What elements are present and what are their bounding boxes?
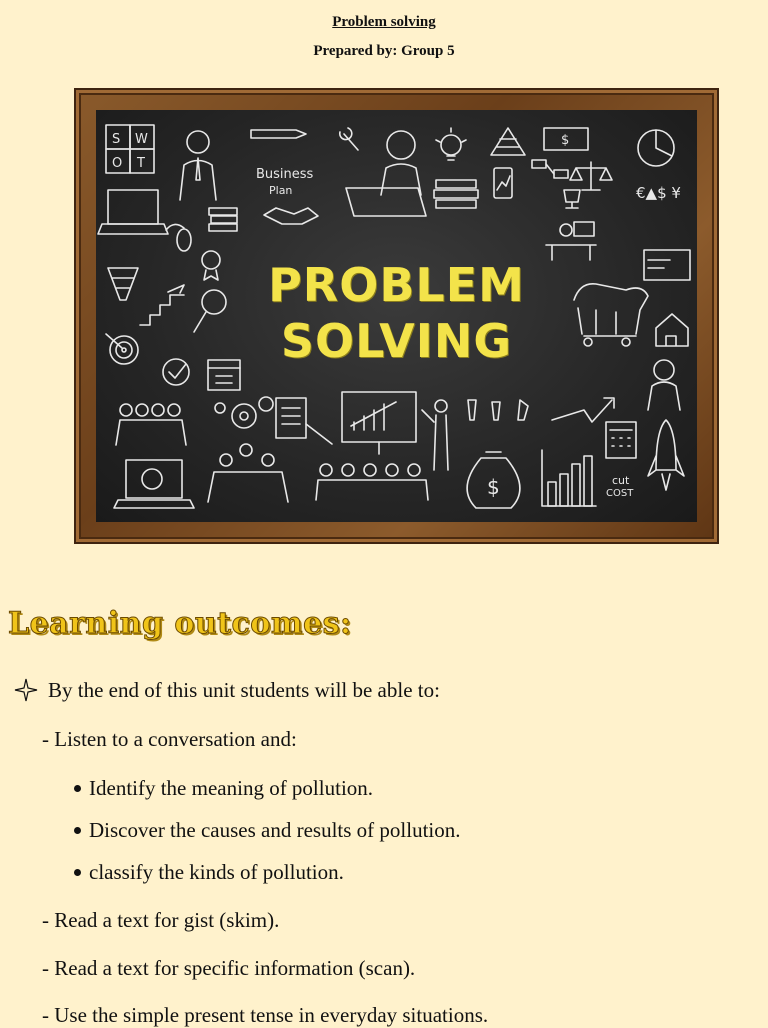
audience-icon	[316, 464, 428, 500]
business-plan-label: Business	[256, 167, 314, 182]
handshake-icon	[264, 208, 318, 224]
svg-text:COST: COST	[606, 488, 634, 499]
pyramid-icon	[491, 128, 525, 155]
money-bag-icon	[467, 452, 520, 508]
listen-line: - Listen to a conversation and:	[42, 727, 297, 751]
bullet-dot-icon	[74, 785, 81, 792]
read-specific-line: - Read a text for specific information (scan).	[42, 956, 416, 980]
pencil-icon	[251, 130, 306, 138]
presentation-board-icon	[342, 392, 416, 454]
desk-worker-icon	[546, 222, 596, 260]
learning-outcomes-heading: Learning outcomes:	[8, 606, 352, 641]
bullet-dot-icon	[74, 869, 81, 876]
lightbulb-icon	[436, 128, 466, 160]
meeting-icon	[208, 444, 288, 502]
intro-line: By the end of this unit students will be able to:	[48, 678, 440, 702]
svg-text:Plan: Plan	[269, 184, 293, 197]
cut-cost-label: cut	[612, 474, 630, 487]
list-item: Identify the meaning of pollution.	[74, 776, 373, 801]
pie-chart-icon	[638, 130, 674, 166]
svg-text:W: W	[135, 132, 148, 147]
growth-arrow-icon	[552, 398, 614, 422]
stacked-books-icon	[434, 180, 478, 208]
bullet-dot-icon	[74, 827, 81, 834]
board-title-line2: SOLVING	[280, 314, 513, 368]
svg-text:O: O	[112, 156, 123, 171]
presenter-icon	[422, 400, 448, 470]
trophy-icon	[564, 190, 580, 208]
swot-puzzle-icon	[106, 125, 154, 173]
gears-icon	[215, 397, 273, 428]
books-icon	[209, 208, 237, 231]
prepared-by: Prepared by: Group 5	[313, 43, 455, 59]
chalkboard-surface	[96, 110, 697, 522]
mouse-icon	[166, 224, 191, 251]
use-tense-line: - Use the simple present tense in everyday situations.	[42, 1003, 489, 1027]
read-gist-line: - Read a text for gist (skim).	[42, 908, 280, 932]
four-point-star-icon	[14, 678, 38, 702]
businessman-icon	[180, 131, 216, 200]
board-title-line1: PROBLEM	[268, 258, 525, 312]
chalkboard-image	[74, 88, 719, 544]
wrench-icon	[340, 128, 358, 150]
list-item: Discover the causes and results of pollution.	[74, 818, 461, 843]
laptop-chart-icon	[114, 460, 194, 508]
team-icon	[116, 404, 186, 445]
dollar-bill-icon	[544, 128, 588, 150]
list-item: classify the kinds of pollution.	[74, 860, 344, 885]
laptop-icon	[98, 190, 168, 234]
flowchart-icon	[532, 160, 568, 178]
chess-pieces-icon	[468, 400, 528, 420]
calculator-icon	[606, 422, 636, 458]
scales-icon	[570, 162, 612, 190]
woman-laptop-icon	[346, 131, 426, 216]
clipboard-icon	[276, 398, 332, 444]
rocket-icon	[648, 420, 684, 490]
currency-icon: €▲$ ¥	[636, 184, 681, 202]
svg-text:T: T	[137, 156, 145, 171]
bar-chart-icon	[542, 450, 596, 506]
svg-text:$: $	[561, 133, 570, 148]
svg-text:S: S	[112, 132, 121, 147]
phone-icon	[494, 168, 512, 198]
svg-text:$: $	[487, 475, 500, 499]
document-title: Problem solving	[332, 14, 436, 30]
